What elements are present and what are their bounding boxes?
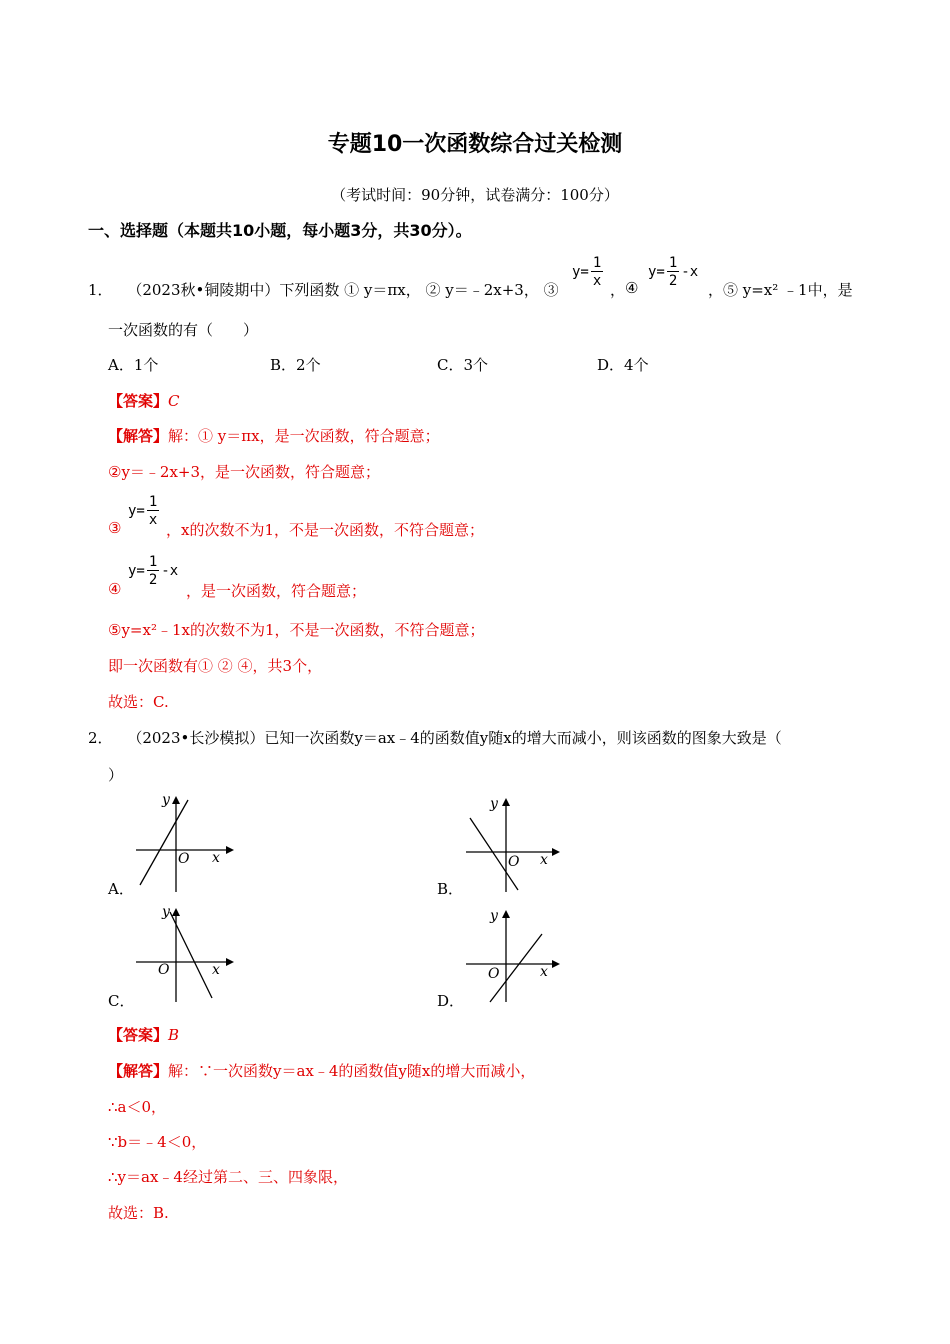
q1-option-c: C．3个 — [437, 356, 489, 374]
q1-func4 — [648, 256, 698, 288]
q2-stem — [88, 727, 782, 748]
q2-graph-d-origin: O — [488, 966, 500, 982]
q1-solution-4: ，是一次函数，符合题意； — [186, 582, 367, 600]
q2-option-c: C． — [108, 992, 135, 1010]
q1-func4-den: 2 — [668, 273, 678, 289]
page-title: 专题10一次函数综合过关检测 — [327, 132, 623, 157]
q2-stem-line2: ） — [108, 766, 124, 784]
q2-graph-c-x-label: x — [212, 962, 220, 978]
q1-solution-label: 【解答】 — [108, 427, 169, 445]
q1-stem-line2: 一次函数的有（ ） — [108, 321, 259, 339]
q1-solution-text-1: 解：① y＝πx，是一次函数，符合题意； — [168, 427, 440, 445]
q2-solution-label: 【解答】 — [108, 1062, 169, 1080]
q1-solution-5: ⑤y=x²﹣1x的次数不为1，不是一次函数，不符合题意； — [108, 621, 485, 639]
q2-graph-d-y-label: y — [490, 908, 498, 924]
q1-solution-3: ，x的次数不为1，不是一次函数，不符合题意； — [166, 521, 485, 539]
q2-solution-5: 故选：B. — [108, 1204, 169, 1222]
q2-graph-c-y-label: y — [162, 904, 170, 920]
q1-func4-num: 1 — [668, 255, 678, 271]
q2-solution-3: ∵b＝﹣4＜0， — [108, 1133, 207, 1151]
q1-source: （2023秋•铜陵期中）下列函数 — [127, 281, 340, 299]
q1-sep: ， — [610, 281, 626, 299]
q2-option-b: B． — [437, 880, 464, 898]
q1-func4-tail: -x — [681, 264, 699, 280]
q1-func1: ① y＝πx， — [344, 281, 421, 299]
q2-graph-a-y-label: y — [162, 792, 170, 808]
q2-answer-value: B — [168, 1026, 180, 1044]
q1-solution-6: 即一次函数有① ② ④，共3个， — [108, 657, 323, 675]
q1-solution-4-lhs: y= — [128, 563, 145, 579]
exam-info: （考试时间：90分钟，试卷满分：100分） — [331, 186, 619, 204]
q1-func4-lhs: y= — [648, 264, 665, 280]
q1-solution-4-label: ④ — [108, 580, 122, 598]
q2-graph-a-x-label: x — [212, 850, 220, 866]
q1-option-d: D．4个 — [597, 356, 649, 374]
q1-answer — [108, 390, 180, 411]
q2-graph-b-origin: O — [508, 854, 520, 870]
q2-number: 2． — [88, 729, 113, 747]
q1-solution-4-formula — [128, 555, 178, 587]
q1-solution-3-lhs: y= — [128, 503, 145, 519]
q2-graph-d-x-label: x — [540, 964, 548, 980]
q2-graph-c-origin: O — [158, 962, 170, 978]
q2-answer — [108, 1024, 179, 1045]
q1-stem — [88, 279, 559, 300]
q1-solution-3-formula — [128, 495, 161, 527]
q1-solution-4-tail: -x — [161, 563, 179, 579]
q2-graph-b — [458, 790, 568, 900]
q1-number: 1． — [88, 281, 113, 299]
q1-solution-3-label: ③ — [108, 519, 122, 537]
q1-func4-label: ④ — [625, 279, 639, 297]
q2-graph-d — [458, 902, 568, 1012]
q1-func3-label: ③ — [543, 281, 559, 299]
q2-solution-4: ∴y＝ax﹣4经过第二、三、四象限， — [108, 1168, 348, 1186]
q1-answer-label: 【答案】 — [108, 392, 169, 410]
q2-graph-b-x-label: x — [540, 852, 548, 868]
q1-func3-den: x — [592, 273, 602, 289]
q1-solution-4-den: 2 — [148, 572, 158, 588]
q1-solution-3-den: x — [148, 512, 158, 528]
q2-solution-1 — [108, 1060, 535, 1081]
q1-solution-7: 故选：C. — [108, 693, 169, 711]
q2-answer-label: 【答案】 — [108, 1026, 169, 1044]
q2-text: （2023•长沙模拟）已知一次函数y＝ax﹣4的函数值y随x的增大而减小，则该函数的图象大致是（ — [127, 729, 782, 747]
q1-solution-3-num: 1 — [148, 494, 158, 510]
q1-answer-value: C — [168, 392, 180, 410]
q2-graph-a-origin: O — [178, 851, 190, 867]
q1-solution-1 — [108, 425, 440, 446]
q2-graph-c — [128, 902, 238, 1012]
q2-solution-text-1: 解：∵一次函数y＝ax﹣4的函数值y随x的增大而减小， — [168, 1062, 536, 1080]
q1-option-b: B．2个 — [270, 356, 321, 374]
q1-func2: ② y＝﹣2x+3， — [425, 281, 539, 299]
q2-graph-a — [128, 790, 238, 900]
q2-graph-b-y-label: y — [490, 796, 498, 812]
q1-option-a: A．1个 — [108, 356, 159, 374]
q1-func3-lhs: y= — [572, 264, 589, 280]
q1-func5: ，⑤ y=x² ﹣1中，是 — [708, 281, 853, 299]
q1-solution-2: ②y＝﹣2x+3，是一次函数，符合题意； — [108, 463, 381, 481]
q1-func3 — [572, 256, 605, 288]
section-heading: 一、选择题（本题共10小题，每小题3分，共30分）。 — [88, 221, 472, 240]
q2-option-a: A． — [108, 880, 134, 898]
q2-solution-2: ∴a＜0， — [108, 1098, 167, 1116]
q1-func3-num: 1 — [592, 255, 602, 271]
q2-option-d: D． — [437, 992, 465, 1010]
q1-solution-4-num: 1 — [148, 554, 158, 570]
